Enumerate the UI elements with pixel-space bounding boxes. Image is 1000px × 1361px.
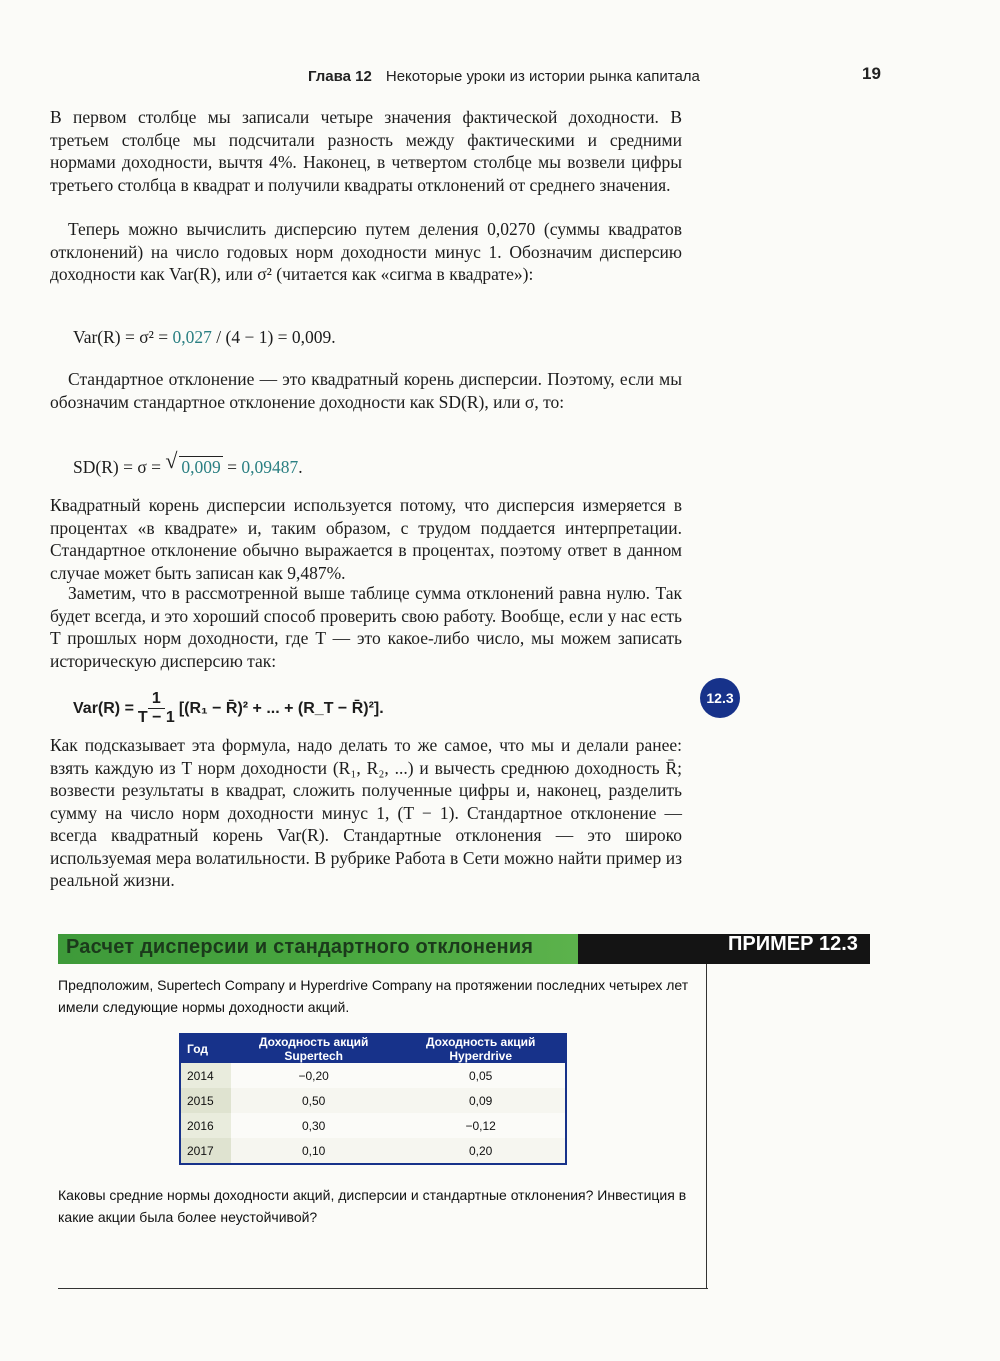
variance-rhs: / (4 − 1) = 0,009. xyxy=(211,327,336,347)
running-header xyxy=(308,68,700,85)
example-box-right-border xyxy=(706,964,707,1288)
cell-year: 2014 xyxy=(180,1063,231,1088)
paragraph-5: Заметим, что в рассмотренной выше таблице сумма отклонений равна нулю. Так будет всегда, и это хороший способ проверить свою работу. Вообще, если у нас есть T прошлых норм доходности, где T — это какое-либо число, мы можем записать историческую дисперсию так: xyxy=(50,583,682,671)
example-title: Расчет дисперсии и стандартного отклонения xyxy=(66,936,534,958)
cell-year: 2017 xyxy=(180,1138,231,1164)
header-supertech: Доходность акций Supertech xyxy=(231,1034,396,1063)
fraction xyxy=(138,690,175,727)
sd-value: 0,09487 xyxy=(241,457,299,477)
sd-formula xyxy=(73,448,303,479)
paragraph-3: Стандартное отклонение — это квадратный корень дисперсии. Поэтому, если мы обозначим стандартное отклонение доходности как SD(R), или σ, то: xyxy=(50,369,682,412)
fraction-numerator: 1 xyxy=(148,690,165,709)
table-row xyxy=(180,1063,566,1088)
cell-hyperdrive: 0,20 xyxy=(396,1138,566,1164)
header-year: Год xyxy=(180,1034,231,1063)
cell-year: 2016 xyxy=(180,1113,231,1138)
paragraph-1: В первом столбце мы записали четыре значения фактической доходности. В третьем столбце мы подсчитали разность между фактическими и средними нормами доходности, вычтя 4%. Наконец, в четвертом столбце мы возвели цифры третьего столбца в квадрат и получили квадраты отклонений от среднего значения. xyxy=(50,107,682,195)
square-root xyxy=(165,448,222,479)
table-row xyxy=(180,1138,566,1164)
sd-equals: = xyxy=(222,457,242,477)
paragraph-4: Квадратный корень дисперсии используется потому, что дисперсия измеряется в процентах «в квадрате» и, таким образом, с трудом поддается интерпретации. Стандартное отклонение обычно выражается в процентах, поэтому ответ в данном случае может быть записан как 9,487%. xyxy=(50,495,682,583)
cell-hyperdrive: 0,09 xyxy=(396,1088,566,1113)
example-question: Каковы средние нормы доходности акций, дисперсии и стандартные отклонения? Инвестиция в какие акции была более неустойчивой? xyxy=(58,1187,687,1225)
header-hyperdrive: Доходность акций Hyperdrive xyxy=(396,1034,566,1063)
example-intro: Предположим, Supertech Company и Hyperdrive Company на протяжении последних четырех лет имели следующие нормы доходности акций. xyxy=(58,977,689,1015)
table-row xyxy=(180,1113,566,1138)
cell-supertech: 0,50 xyxy=(231,1088,396,1113)
cell-hyperdrive: 0,05 xyxy=(468,1068,493,1083)
general-lhs: Var(R) = xyxy=(73,699,134,717)
sd-lhs: SD(R) = σ = xyxy=(73,457,166,477)
chapter-number: Глава 12 xyxy=(308,68,372,85)
variance-lhs: Var(R) = σ² = xyxy=(73,327,173,347)
table-row xyxy=(180,1088,566,1113)
variance-formula xyxy=(73,325,336,349)
example-box-bottom-border xyxy=(58,1288,708,1289)
general-rhs: [(R₁ − R̄)² + ... + (R_T − R̄)²]. xyxy=(178,699,384,717)
general-variance-formula xyxy=(73,690,384,727)
paragraph-6: Как подсказывает эта формула, надо делать то же самое, что мы и делали ранее: взять каждую из T норм доходности (R₁, R₂, ...) и вычесть среднюю доходность R̄; возвести результаты в квадрат, сложить полученные цифры и, наконец, разделить сумму на число норм доходности минус 1, (T − 1). Стандартное отклонение — всегда квадратный корень Var(R). Стандартные отклонения — это широко используемая мера волатильности. В рубрике Работа в Сети можно найти пример из реальной жизни. xyxy=(50,735,682,890)
radical-sign-icon: √ xyxy=(165,448,178,473)
cell-year: 2015 xyxy=(180,1088,231,1113)
cell-hyperdrive: −0,12 xyxy=(465,1118,496,1133)
paragraph-2: Теперь можно вычислить дисперсию путем деления 0,0270 (суммы квадратов отклонений) на число годовых норм доходности минус 1. Обозначим дисперсию доходности как Var(R), или σ² (читается как «сигма в квадрате»): xyxy=(50,219,682,284)
page-number: 19 xyxy=(862,64,881,83)
sd-end: . xyxy=(298,457,303,477)
fraction-denominator: T − 1 xyxy=(137,709,175,726)
cell-supertech: 0,30 xyxy=(301,1118,326,1133)
sd-radicand: 0,009 xyxy=(181,457,221,477)
variance-value: 0,027 xyxy=(172,327,212,347)
cell-supertech: −0,20 xyxy=(298,1068,329,1083)
cell-supertech: 0,10 xyxy=(231,1138,396,1164)
returns-table xyxy=(179,1033,567,1165)
formula-number-badge: 12.3 xyxy=(700,678,740,718)
example-label: ПРИМЕР 12.3 xyxy=(728,933,858,955)
table-header-row xyxy=(180,1034,566,1063)
chapter-title: Некоторые уроки из истории рынка капитала xyxy=(385,68,700,85)
